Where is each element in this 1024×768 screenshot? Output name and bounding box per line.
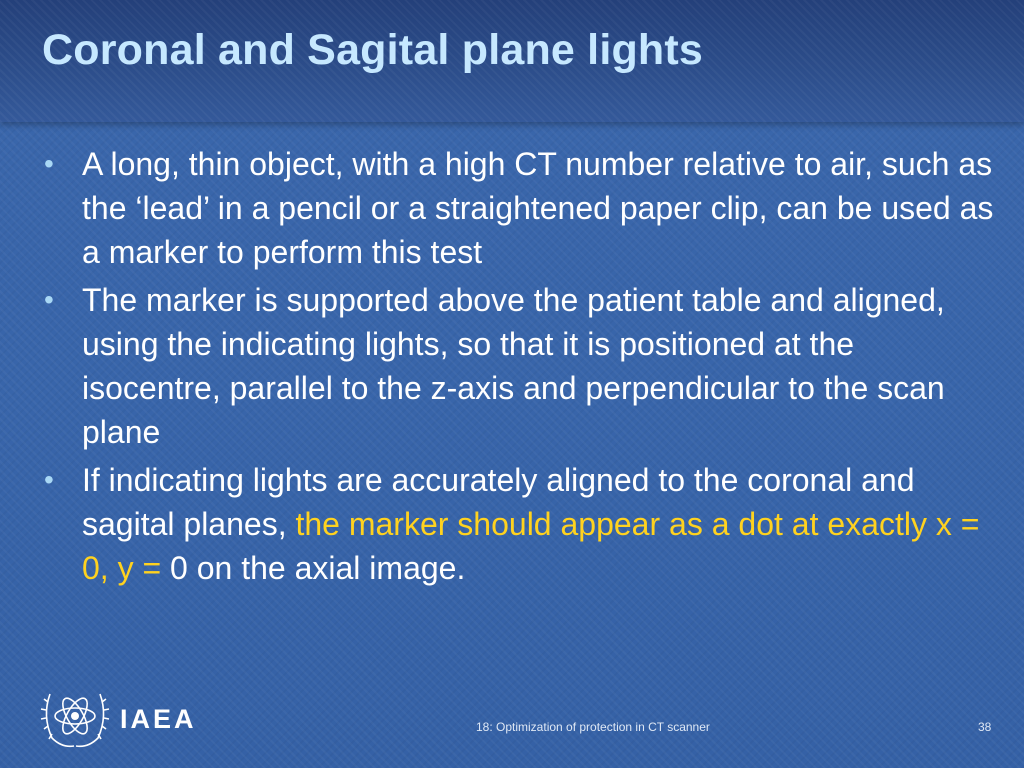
bullet-dot: • [44, 148, 54, 179]
bullet-text-1: A long, thin object, with a high CT number relative to air, such as the ‘lead’ in a pencil or a straightened paper clip, can be used as a marker to perform this test [82, 146, 994, 270]
bullet-text-3-highlight: the marker should appear as a dot at exactly x = 0, y = [82, 506, 980, 586]
bullet-text-3-start: If indicating lights are accurately aligned to the coronal and sagital planes, [82, 462, 915, 542]
bullet-item-2 [44, 278, 994, 454]
bullet-dot: • [44, 464, 54, 495]
slide-title: Coronal and Sagital plane lights [42, 26, 704, 74]
bullet-dot: • [44, 284, 54, 315]
slide-content [44, 142, 994, 594]
bullet-item-3 [44, 458, 994, 590]
title-bar [0, 0, 1024, 122]
bullet-item-1 [44, 142, 994, 274]
un-emblem-atom-icon [40, 686, 110, 750]
bullet-text-2: The marker is supported above the patient table and aligned, using the indicating lights, so that it is positioned at the isocentre, parallel to the z-axis and perpendicular to the scan plane [82, 282, 945, 450]
bullet-text-3-end: 0 on the axial image. [170, 550, 466, 586]
page-number: 38 [978, 720, 992, 734]
iaea-logo-text: IAEA [120, 704, 197, 734]
footer-course-title: 18: Optimization of protection in CT scanner [476, 720, 710, 734]
bullet-list [44, 142, 994, 590]
